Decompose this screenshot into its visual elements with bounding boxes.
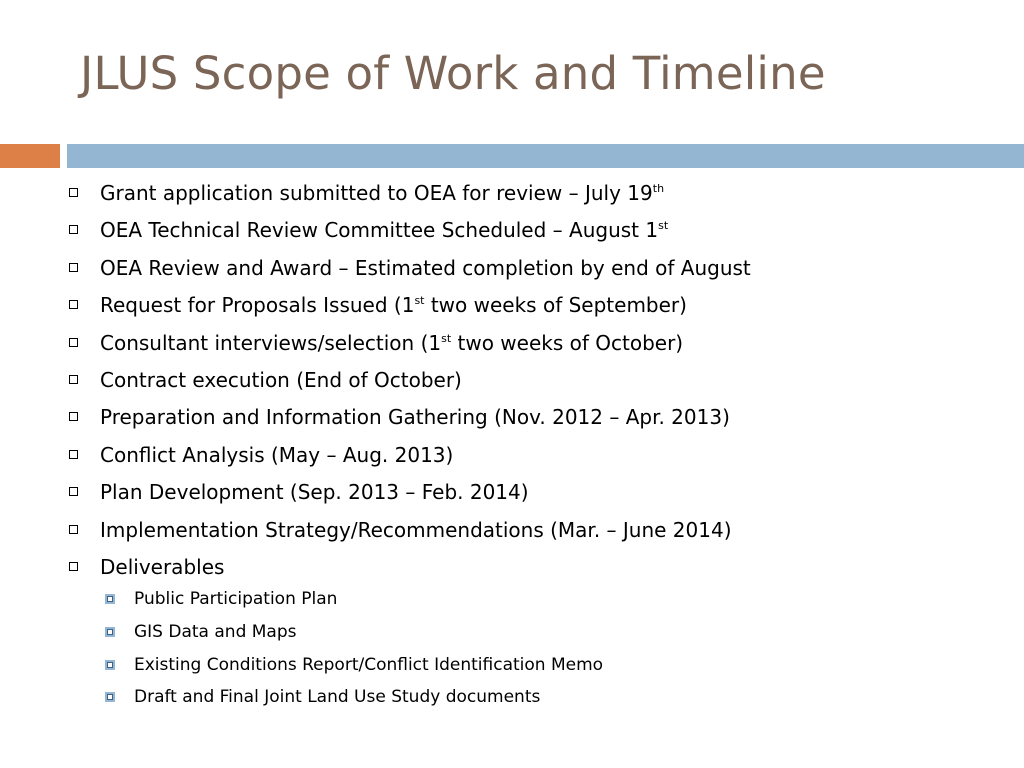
bullet-superscript: th (652, 182, 665, 195)
square-bullet-icon (69, 375, 78, 384)
bullet-superscript: st (414, 294, 425, 308)
square-bullet-icon (69, 188, 78, 197)
sub-bullet-text: Existing Conditions Report/Conflict Identification Memo (134, 654, 604, 675)
bullet-item (66, 213, 1006, 250)
bullet-text-continued: two weeks of September) (424, 293, 687, 318)
bullet-text: Conflict Analysis (May – Aug. 2013) (100, 442, 454, 467)
deliverables-sub-list (102, 584, 1002, 715)
bullet-text: Deliverables (100, 554, 225, 579)
bullet-item (66, 475, 1006, 512)
bullet-item (66, 513, 1006, 550)
sub-bullet-text: Public Participation Plan (134, 589, 338, 609)
square-bullet-icon (69, 525, 78, 534)
bullet-text: OEA Technical Review Committee Scheduled – August 1 (100, 218, 659, 243)
bullet-item-deliverables (66, 550, 1006, 587)
square-bullet-icon (69, 450, 78, 459)
square-bullet-icon (69, 300, 78, 309)
sub-bullet-item (102, 617, 1002, 650)
bullet-item (66, 363, 1006, 400)
square-sub-bullet-icon (105, 594, 115, 604)
sub-bullet-text: GIS Data and Maps (134, 621, 297, 642)
square-bullet-icon (69, 263, 78, 272)
bullet-text: Consultant interviews/selection (1 (100, 330, 442, 355)
bullet-item (66, 438, 1006, 475)
accent-bar-blue (67, 144, 1024, 168)
bullet-text: Request for Proposals Issued (1 (100, 293, 415, 318)
sub-bullet-item (102, 650, 1002, 683)
accent-bar-orange (0, 144, 60, 168)
bullet-text: Contract execution (End of October) (100, 367, 462, 392)
bullet-item (66, 251, 1006, 288)
square-bullet-icon (69, 562, 78, 571)
square-sub-bullet-icon (105, 627, 115, 637)
bullet-item (66, 288, 1006, 325)
bullet-superscript: st (658, 219, 669, 233)
square-bullet-icon (69, 487, 78, 496)
slide-title: JLUS Scope of Work and Timeline (80, 47, 826, 100)
bullet-text: Implementation Strategy/Recommendations (Mar. – June 2014) (100, 517, 732, 542)
bullet-item (66, 176, 1006, 213)
bullet-text: Grant application submitted to OEA for review – July 19 (100, 181, 653, 205)
bullet-text-continued: two weeks of October) (451, 330, 684, 355)
bullet-text: Plan Development (Sep. 2013 – Feb. 2014) (100, 480, 529, 505)
square-bullet-icon (69, 338, 78, 347)
square-sub-bullet-icon (105, 692, 115, 702)
sub-bullet-text: Draft and Final Joint Land Use Study documents (134, 687, 541, 708)
bullet-text: Preparation and Information Gathering (Nov. 2012 – Apr. 2013) (100, 405, 730, 430)
square-bullet-icon (69, 225, 78, 234)
bullet-list (66, 176, 1006, 587)
bullet-item (66, 326, 1006, 363)
bullet-superscript: st (441, 331, 452, 345)
sub-bullet-item (102, 682, 1002, 715)
square-bullet-icon (69, 412, 78, 421)
square-sub-bullet-icon (105, 660, 115, 670)
bullet-item (66, 400, 1006, 437)
sub-bullet-item (102, 584, 1002, 617)
bullet-text: OEA Review and Award – Estimated completion by end of August (100, 255, 751, 280)
